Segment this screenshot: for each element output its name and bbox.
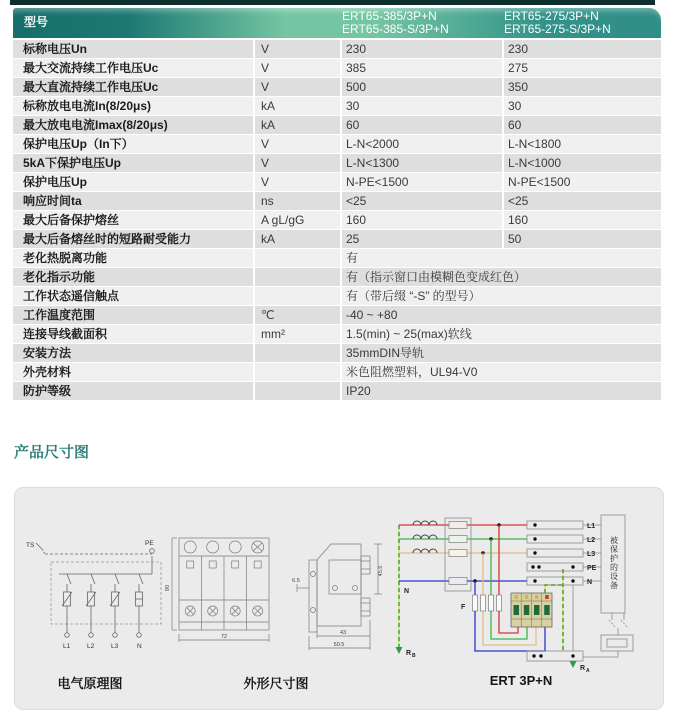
label-pe: PE [587, 565, 597, 572]
section-title: 产品尺寸图 [14, 444, 90, 461]
table-row: 连接导线截面积 mm² 1.5(min) ~ 25(max)软线 [13, 325, 661, 343]
table-row: 最大后备保护熔丝 A gL/gG 160 160 [13, 211, 661, 229]
label-rb-sub: B [412, 653, 416, 659]
table-row: 老化热脱离功能 有 [13, 249, 661, 267]
table-row: 响应时间ta ns <25 <25 [13, 192, 661, 210]
caption-wiring: ERT 3P+N [489, 673, 553, 688]
table-header [13, 8, 661, 38]
table-row: 标称放电电流In(8/20μs) kA 30 30 [13, 97, 661, 115]
table-row: 工作状态遥信触点 有（带后缀 “-S” 的型号） [13, 287, 661, 305]
caption-schematic: 电气原理图 [57, 676, 123, 691]
label-l1: L1 [587, 523, 596, 530]
header-param: 型号 [24, 15, 49, 30]
table-row: 最大交流持续工作电压Uc V 385 275 [13, 59, 661, 77]
dim-offset: 6.5 [292, 578, 300, 584]
dim-depth1: 43 [339, 630, 347, 636]
outline-dimension-diagram [165, 530, 395, 670]
header-model-col1: ERT65-385/3P+N ERT65-385-S/3P+N [342, 8, 449, 36]
table-row: 防护等级 IP20 [13, 382, 661, 400]
label-ra-sub: A [586, 668, 590, 673]
label-n: N [137, 643, 142, 650]
dim-depth2: 50.5 [333, 642, 345, 648]
label-l3: L3 [587, 551, 596, 558]
table-row: 工作温度范围 ℃ -40 ~ +80 [13, 306, 661, 324]
label-n-left: N [404, 588, 410, 595]
label-l3: L3 [111, 643, 119, 650]
label-rb: R [406, 650, 412, 657]
label-l1: L1 [63, 643, 71, 650]
label-ts: TS [26, 542, 35, 549]
caption-outline: 外形尺寸图 [243, 676, 309, 691]
label-l2: L2 [87, 643, 95, 650]
table-row: 标称电压Un V 230 230 [13, 40, 661, 58]
table-row: 5kA下保护电压Up V L-N<1300 L-N<1000 [13, 154, 661, 172]
header-model-col2: ERT65-275/3P+N ERT65-275-S/3P+N [504, 8, 611, 36]
dim-side-height: 45.5 [378, 565, 384, 577]
dim-width: 72 [220, 634, 228, 640]
table-row: 最大放电电流Imax(8/20μs) kA 60 60 [13, 116, 661, 134]
table-row: 老化指示功能 有（指示窗口由模糊色变成红色） [13, 268, 661, 286]
dimension-diagrams-panel [14, 487, 664, 710]
table-row: 外壳材料 米色阻燃塑料，UL94-V0 [13, 363, 661, 381]
table-row: 安装方法 35mmDIN导轨 [13, 344, 661, 362]
table-row: 保护电压Up V N-PE<1500 N-PE<1500 [13, 173, 661, 191]
top-accent-bar [10, 0, 655, 5]
label-l2: L2 [587, 537, 596, 544]
spec-table [13, 8, 661, 401]
label-pe: PE [145, 540, 154, 547]
label-ra: R [580, 665, 586, 672]
table-row: 最大后备熔丝时的短路耐受能力 kA 25 50 [13, 230, 661, 248]
label-n-bus: N [587, 579, 593, 586]
label-f: F [461, 604, 466, 611]
header-unit [255, 8, 340, 38]
dim-height: 90 [165, 584, 171, 592]
protected-equipment-label: 被保护的设备 [609, 536, 619, 590]
table-row: 保护电压Up（In下） V L-N<2000 L-N<1800 [13, 135, 661, 153]
electrical-schematic-diagram [23, 536, 173, 654]
table-row: 最大直流持续工作电压Uc V 500 350 [13, 78, 661, 96]
